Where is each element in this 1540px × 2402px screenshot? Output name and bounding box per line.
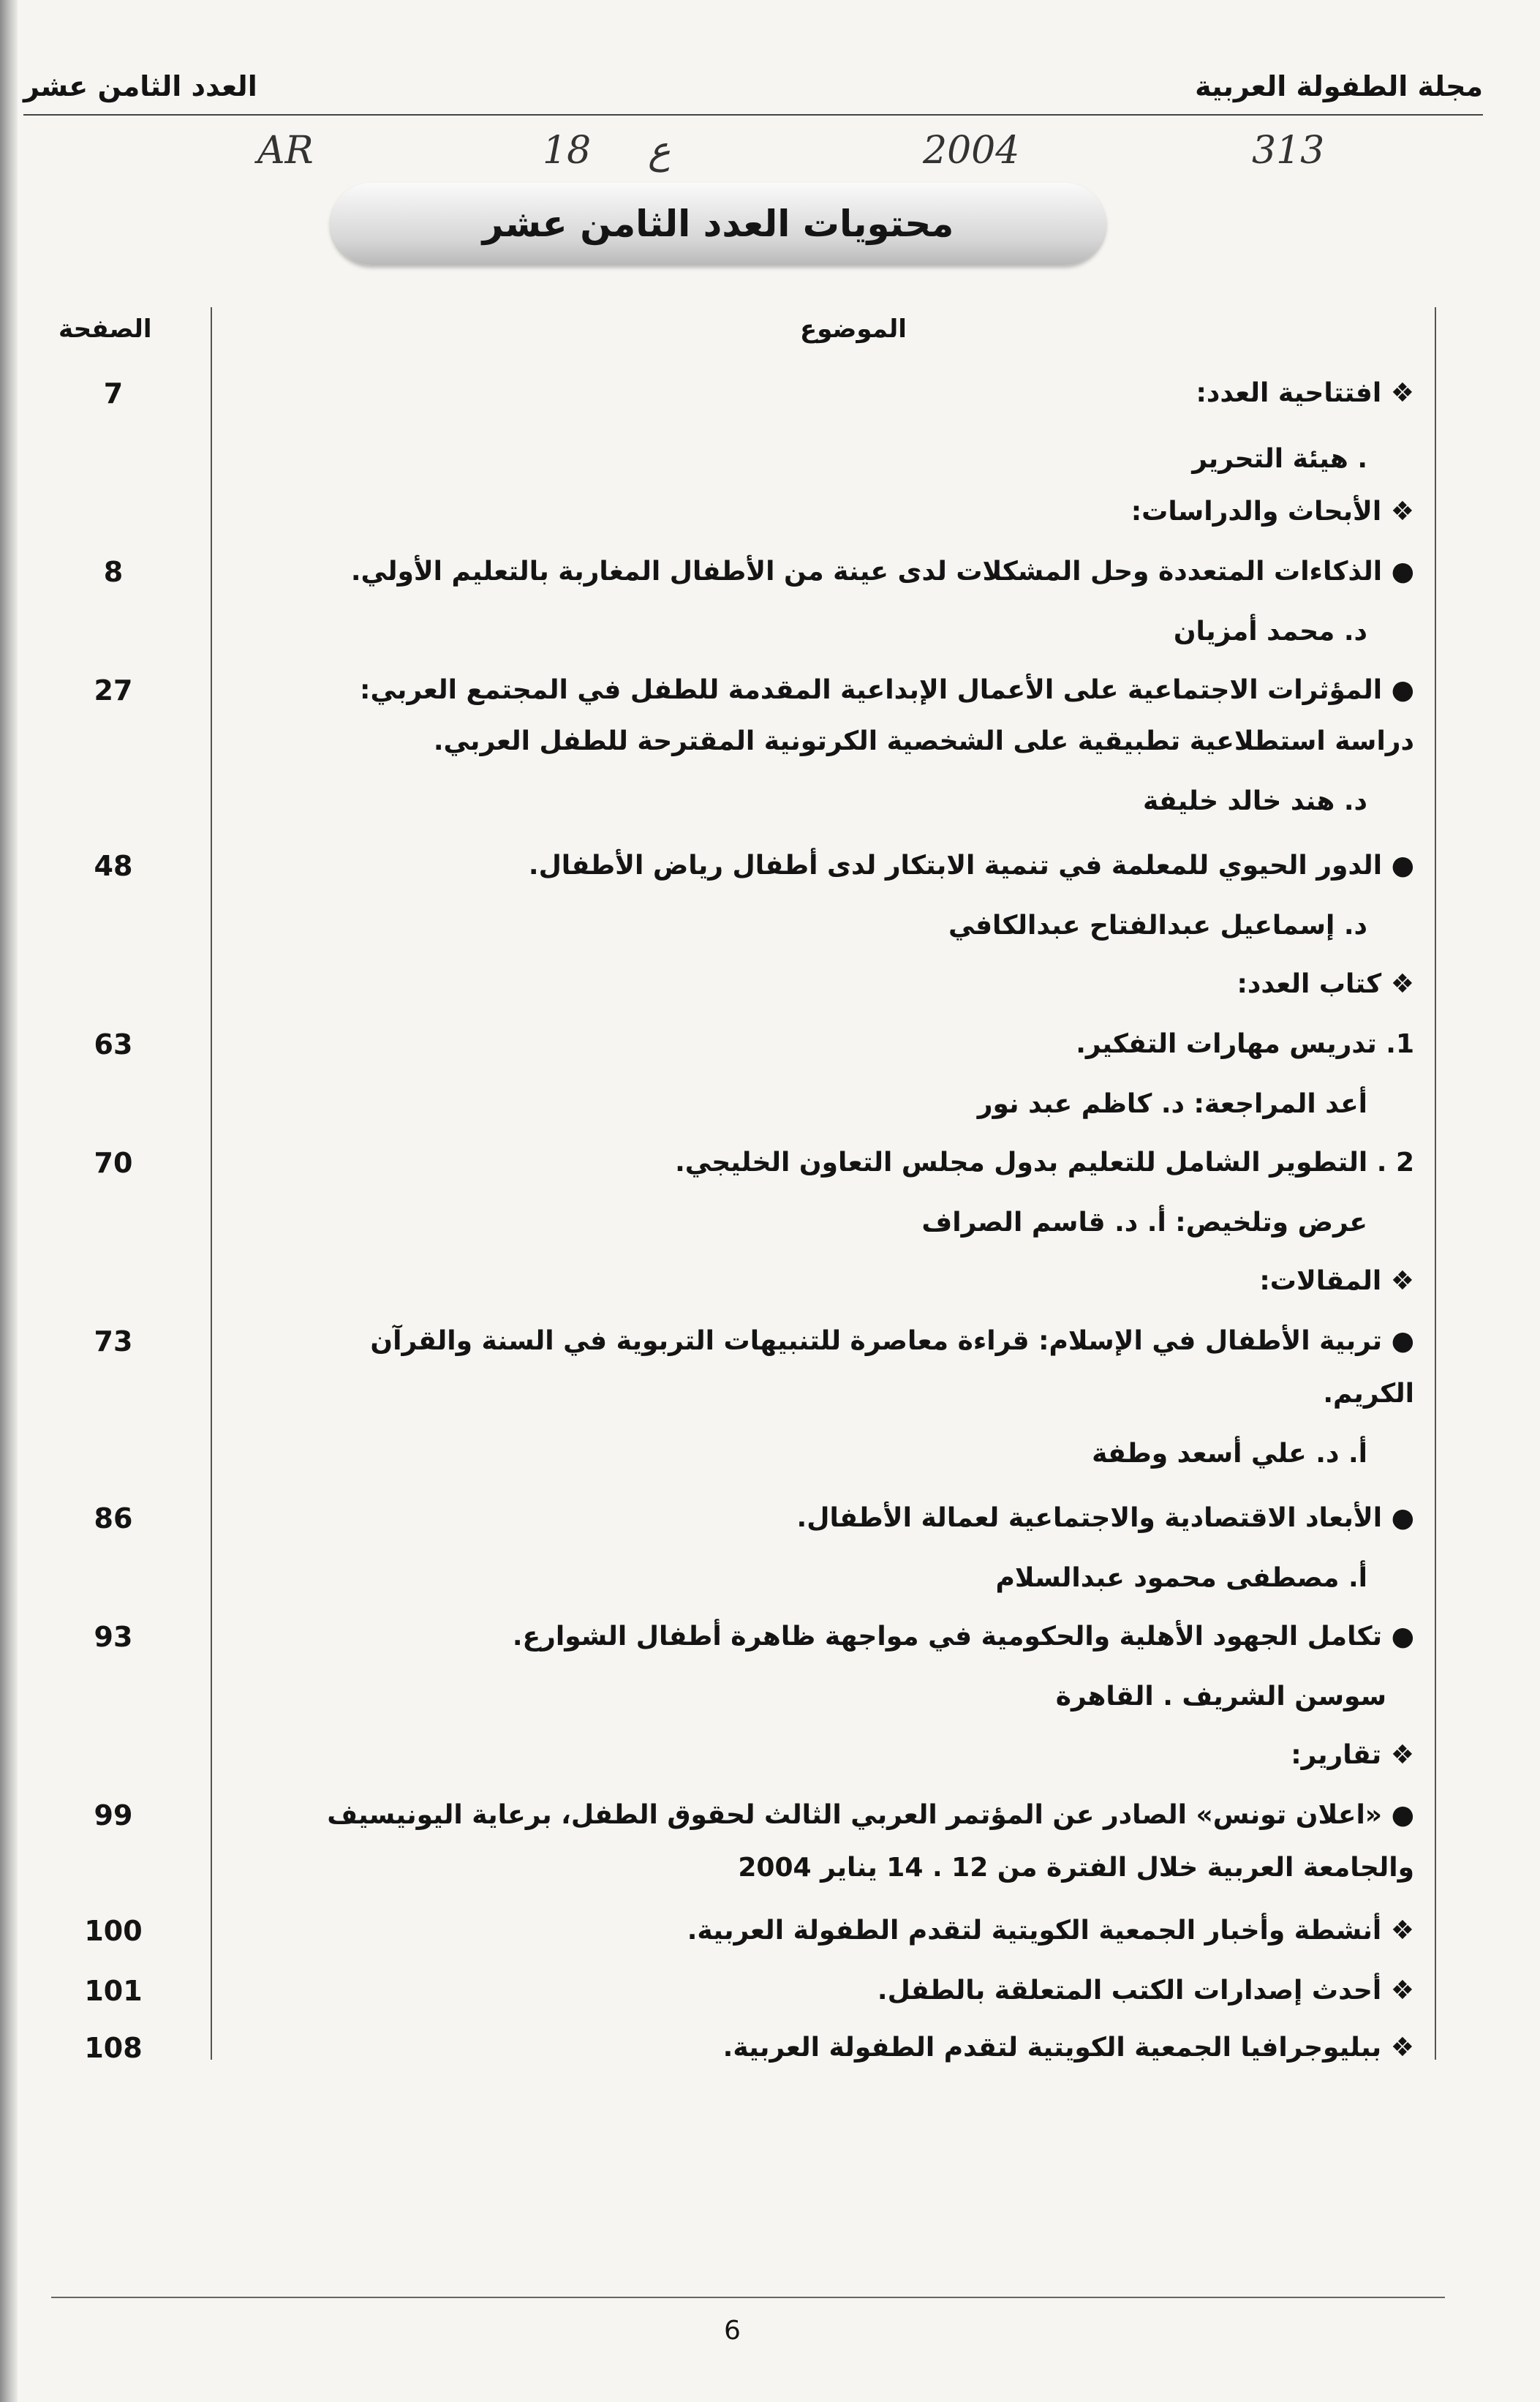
page-ref: 101 bbox=[84, 1975, 143, 2007]
book-spine-shadow bbox=[0, 0, 18, 2402]
right-border bbox=[1435, 307, 1436, 2060]
page-ref: 70 bbox=[94, 1147, 133, 1179]
handwritten-letters: AR bbox=[257, 129, 314, 173]
entry-author: د. محمد أمزيان bbox=[1173, 617, 1367, 647]
entry-author: سوسن الشريف . القاهرة bbox=[1055, 1682, 1386, 1712]
section-heading: ❖ المقالات: bbox=[1259, 1266, 1414, 1296]
section-heading: ❖ الأبحاث والدراسات: bbox=[1131, 497, 1414, 527]
page-ref: 7 bbox=[103, 377, 124, 410]
page-ref: 100 bbox=[84, 1915, 143, 1947]
entry-title: ● «اعلان تونس» الصادر عن المؤتمر العربي الثالث لحقوق الطفل، برعاية اليونيسيف bbox=[327, 1800, 1414, 1830]
entry-title: ● المؤثرات الاجتماعية على الأعمال الإبداعية المقدمة للطفل في المجتمع العربي: bbox=[360, 675, 1414, 705]
page-ref: 86 bbox=[94, 1502, 133, 1535]
header-divider bbox=[23, 114, 1483, 116]
page-ref: 48 bbox=[94, 850, 133, 882]
page-title: محتويات العدد الثامن عشر bbox=[482, 203, 954, 245]
section-heading: ❖ تقارير: bbox=[1291, 1740, 1414, 1770]
entry-author: د. هند خالد خليفة bbox=[1142, 786, 1367, 816]
entry-title: ● تكامل الجهود الأهلية والحكومية في مواجهة ظاهرة أطفال الشوارع. bbox=[512, 1622, 1414, 1652]
page-number: 6 bbox=[724, 2316, 741, 2346]
contents-title-banner bbox=[331, 183, 1106, 265]
section-entry: ❖ ببليوجرافيا الجمعية الكويتية لتقدم الطفولة العربية. bbox=[722, 2033, 1414, 2063]
topic-column-header: الموضوع bbox=[800, 315, 907, 344]
entry-author: أعد المراجعة: د. كاظم عبد نور bbox=[977, 1089, 1367, 1119]
handwritten-issue-mark: ع bbox=[648, 129, 671, 173]
entry-author: أ. د. علي أسعد وطفة bbox=[1092, 1439, 1367, 1469]
section-entry: ❖ أنشطة وأخبار الجمعية الكويتية لتقدم الطفولة العربية. bbox=[687, 1916, 1414, 1946]
handwritten-issue-number: 18 bbox=[543, 129, 592, 173]
page-column-header: الصفحة bbox=[58, 315, 152, 344]
footer-divider bbox=[51, 2297, 1445, 2298]
page-ref: 99 bbox=[94, 1799, 133, 1831]
entry-title-continued: دراسة استطلاعية تطبيقية على الشخصية الكرتونية المقترحة للطفل العربي. bbox=[433, 726, 1414, 756]
section-entry: ❖ أحدث إصدارات الكتب المتعلقة بالطفل. bbox=[877, 1976, 1414, 2006]
entry-title: 1. تدريس مهارات التفكير. bbox=[1076, 1029, 1414, 1059]
page-ref: 27 bbox=[94, 674, 133, 707]
section-heading: ❖ افتتاحية العدد: bbox=[1196, 378, 1414, 408]
entry-author: . هيئة التحرير bbox=[1192, 444, 1367, 474]
entry-title: ● الذكاءات المتعددة وحل المشكلات لدى عينة من الأطفال المغاربة بالتعليم الأولي. bbox=[350, 557, 1414, 587]
entry-author: عرض وتلخيص: أ. د. قاسم الصراف bbox=[921, 1208, 1367, 1238]
entry-title: ● الأبعاد الاقتصادية والاجتماعية لعمالة الأطفال. bbox=[796, 1503, 1414, 1533]
running-header bbox=[0, 70, 1540, 114]
entry-author: أ. مصطفى محمود عبدالسلام bbox=[995, 1563, 1367, 1593]
handwritten-code: 313 bbox=[1252, 129, 1325, 173]
issue-label: العدد الثامن عشر bbox=[23, 70, 257, 102]
section-heading: ❖ كتاب العدد: bbox=[1237, 969, 1414, 999]
journal-name: مجلة الطفولة العربية bbox=[1195, 70, 1483, 102]
page-ref: 108 bbox=[84, 2032, 143, 2064]
page-ref: 63 bbox=[94, 1028, 133, 1061]
handwritten-year: 2004 bbox=[923, 129, 1020, 173]
page-ref: 73 bbox=[94, 1325, 133, 1358]
entry-title-continued: الكريم. bbox=[1323, 1379, 1414, 1409]
column-divider bbox=[211, 307, 212, 2060]
entry-author: د. إسماعيل عبدالفتاح عبدالكافي bbox=[948, 911, 1367, 941]
page-ref: 8 bbox=[103, 556, 124, 588]
entry-title: 2 . التطوير الشامل للتعليم بدول مجلس التعاون الخليجي. bbox=[675, 1148, 1414, 1178]
page-ref: 93 bbox=[94, 1621, 133, 1653]
entry-title: ● الدور الحيوي للمعلمة في تنمية الابتكار لدى أطفال رياض الأطفال. bbox=[528, 851, 1414, 881]
entry-title: ● تربية الأطفال في الإسلام: قراءة معاصرة للتنبيهات التربوية في السنة والقرآن bbox=[370, 1326, 1414, 1356]
entry-title-continued: والجامعة العربية خلال الفترة من 12 . 14 يناير 2004 bbox=[738, 1853, 1414, 1883]
